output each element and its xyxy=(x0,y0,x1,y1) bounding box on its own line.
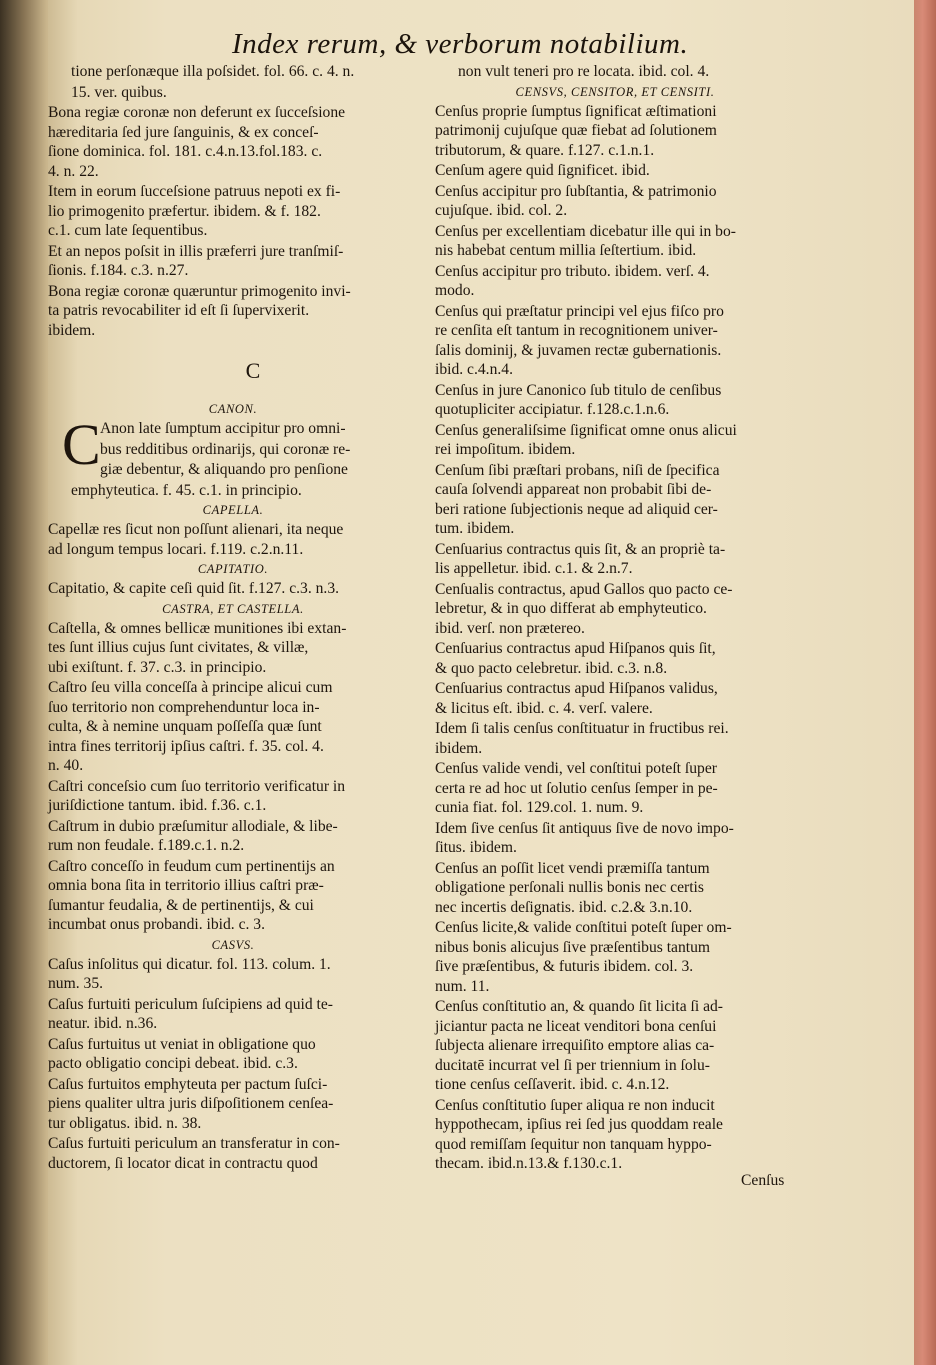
entry-line: ibidem. xyxy=(48,321,96,339)
entry-line: rum non feudale. f.189.c.1. n.2. xyxy=(48,837,245,854)
entry-first-line: Cenſus qui præſtatur principi vel ejus fiſco pro xyxy=(435,302,724,320)
entry-line: n. 40. xyxy=(48,757,84,774)
entry-line: num. 35. xyxy=(48,975,104,992)
entry-line: rei impoſitum. ibidem. xyxy=(435,441,576,458)
entry-line: obligatione perſonali nullis bonis nec certis xyxy=(435,879,704,896)
entry-line: beri ratione ſubjectionis neque ad aliquid cer- xyxy=(435,500,718,518)
entry-line: ibidem. xyxy=(435,739,483,757)
page-header: Index rerum, & verborum notabilium. xyxy=(232,28,689,60)
index-entry xyxy=(48,520,418,559)
entry-first-line: Cenſus generaliſsime ſignificat omne onus alicui xyxy=(435,421,737,439)
entry-line: lis appelletur. ibid. c.1. & 2.n.7. xyxy=(435,560,633,577)
capella-entries xyxy=(48,520,418,559)
entry-line: ta patris revocabiliter id eſt ſi ſupervixerit. xyxy=(48,302,310,319)
entry-line: tributorum, & quare. f.127. c.1.n.1. xyxy=(435,141,655,159)
canon-tail: emphyteutica. f. 45. c.1. in principio. xyxy=(71,481,302,499)
entry-first-line: Cenſus proprie ſumptus ſignificat æſtimationi xyxy=(435,102,717,120)
census-heading: CENSVS, CENSITOR, ET CENSITI. xyxy=(515,84,715,99)
index-entry xyxy=(48,579,418,599)
index-entry xyxy=(435,302,795,380)
entry-line: quotupliciter accipiatur. f.128.c.1.n.6. xyxy=(435,401,670,418)
entry-line: ductorem, ſi locator dicat in contractu quod xyxy=(48,1154,318,1172)
entry-line: omnia bona ſita in territorio illius caſtri præ- xyxy=(48,877,324,894)
entry-first-line: Cenſus conſtitutio ſuper aliqua re non inducit xyxy=(435,1096,715,1114)
index-entry xyxy=(435,580,795,639)
entry-line: lio primogenito præfertur. ibidem. & f. 182. xyxy=(48,202,321,220)
index-entry xyxy=(435,102,795,161)
continuation-line: non vult teneri pro re locata. ibid. col. 4. xyxy=(458,63,710,80)
entry-line: lebretur, & in quo differat ab emphyteutico. xyxy=(435,600,707,617)
index-entry xyxy=(48,1134,418,1173)
entry-first-line: Caſus furtuiti periculum ſuſcipiens ad quid te- xyxy=(48,995,333,1013)
entry-line: neatur. ibid. n.36. xyxy=(48,1015,158,1032)
entry-line: ſionis. f.184. c.3. n.27. xyxy=(48,262,189,279)
index-entry xyxy=(435,540,795,579)
castra-entries xyxy=(48,619,418,935)
index-entry xyxy=(435,381,795,420)
entry-line: nec incertis deſignatis. ibid. c.2.& 3.n.10. xyxy=(435,898,693,916)
entry-first-line: Cenſus in jure Canonico ſub titulo de cenſibus xyxy=(435,381,722,399)
entry-first-line: Caſtro conceſſo in feudum cum pertinentijs an xyxy=(48,857,335,875)
entry-line: ſione dominica. fol. 181. c.4.n.13.fol.183. c. xyxy=(48,143,323,160)
entry-line: num. 11. xyxy=(435,977,490,995)
entry-first-line: Bona regiæ coronæ non deferunt ex ſucceſsione xyxy=(48,104,346,121)
entry-first-line: Cenſus per excellentiam dicebatur ille qui in bo- xyxy=(435,222,736,240)
capella-heading: CAPELLA. xyxy=(202,503,264,517)
entry-first-line: Caſus furtuitos emphyteuta per pactum ſuſci- xyxy=(48,1075,328,1093)
continuation-line: tione perſonæque illa poſsidet. fol. 66. c. 4. n. xyxy=(71,63,355,80)
entry-first-line: Cenſus valide vendi, vel conſtitui poteſt ſuper xyxy=(435,760,717,777)
index-entry xyxy=(435,182,795,221)
index-entry xyxy=(48,282,418,341)
index-entry xyxy=(435,222,795,261)
entry-first-line: Et an nepos poſsit in illis præferri jure tranſmiſ- xyxy=(48,242,344,260)
entry-first-line: Cenſuarius contractus quis ſit, & an propriè ta- xyxy=(435,540,726,558)
index-entry xyxy=(435,679,795,718)
index-entry xyxy=(48,817,418,856)
index-entry xyxy=(435,461,795,539)
catchword: Cenſus xyxy=(741,1172,785,1189)
entry-line: & licitus eſt. ibid. c. 4. verſ. valere. xyxy=(435,699,653,717)
entry-line: ibid. verſ. non prætereo. xyxy=(435,619,585,637)
entry-first-line: Bona regiæ coronæ quæruntur primogenito invi- xyxy=(48,282,351,300)
entry-line: patrimonij cujuſque quæ fiebat ad ſolutionem xyxy=(435,122,717,139)
entry-line: intra fines territorij ipſius caſtri. f. 35. col. 4. xyxy=(48,737,324,755)
entry-line: & quo pacto celebretur. ibid. c.3. n.8. xyxy=(435,659,668,677)
entry-line: pacto obligatio concipi debeat. ibid. c.3. xyxy=(48,1055,298,1072)
entry-line: piens qualiter ultra juris diſpoſitionem cenſea- xyxy=(48,1095,334,1112)
entry-first-line: Cenſum agere quid ſignificet. ibid. xyxy=(435,162,650,179)
index-entry xyxy=(435,759,795,818)
entry-line: modo. xyxy=(435,282,475,299)
left-column xyxy=(48,62,418,1174)
index-entry xyxy=(48,777,418,816)
entry-line: certa re ad hoc ut ſolutio cenſus ſemper in pe- xyxy=(435,779,718,797)
left-top-continuation xyxy=(48,62,418,102)
entry-line: jiciantur pacta ne liceat venditori bona cenſui xyxy=(435,1017,717,1035)
index-entry xyxy=(48,242,418,281)
entry-first-line: Idem ſive cenſus ſit antiquus ſive de novo impo- xyxy=(435,819,734,837)
canon-line: bus redditibus ordinarijs, qui coronæ re- xyxy=(100,440,351,458)
entry-line: c.1. cum late ſequentibus. xyxy=(48,222,208,239)
entry-first-line: Caſtrum in dubio præſumitur allodiale, & libe- xyxy=(48,817,338,835)
entry-line: cunia fiat. fol. 129.col. 1. num. 9. xyxy=(435,799,644,816)
index-entry xyxy=(48,619,418,678)
entry-first-line: Cenſum ſibi præſtari probans, niſi de ſpecifica xyxy=(435,461,720,479)
entry-line: culta, & à nemine unquam poſſeſſa quæ ſunt xyxy=(48,718,322,735)
entry-first-line: Idem ſi talis cenſus conſtituatur in fructibus rei. xyxy=(435,720,729,737)
capitatio-heading: CAPITATIO. xyxy=(197,562,269,576)
entry-line: re cenſita eſt tantum in recognitionem univer- xyxy=(435,322,718,339)
entry-first-line: Item in eorum ſucceſsione patruus nepoti ex fi- xyxy=(48,183,341,200)
entry-first-line: Caſtri conceſsio cum ſuo territorio verificatur in xyxy=(48,777,346,795)
right-column xyxy=(435,62,795,1175)
entry-line: ſitus. ibidem. xyxy=(435,839,517,856)
entry-first-line: Cenſualis contractus, apud Gallos quo pacto ce- xyxy=(435,580,733,598)
index-entry xyxy=(48,857,418,935)
index-entry xyxy=(48,955,418,994)
entry-line: ſalis dominij, & juvamen rectæ gubernationis. xyxy=(435,341,722,359)
entry-line: hyppothecam, ipſius rei ſed jus quoddam reale xyxy=(435,1116,723,1133)
entry-line: nis habebat centum millia ſeſtertium. ibid. xyxy=(435,242,697,259)
index-entry xyxy=(435,161,795,181)
entry-line: tes ſunt illius cujus ſunt civitates, & villæ, xyxy=(48,639,309,656)
canon-line: Anon late ſumptum accipitur pro omni- xyxy=(100,420,346,437)
index-entry xyxy=(435,639,795,678)
index-entry xyxy=(435,819,795,858)
entry-first-line: Capellæ res ſicut non poſſunt alienari, ita neque xyxy=(48,521,344,538)
entry-line: juriſdictione tantum. ibid. f.36. c.1. xyxy=(48,797,267,814)
casus-entries xyxy=(48,955,418,1174)
right-top-continuation xyxy=(435,62,795,82)
entry-line: ſumantur feudalia, & de pertinentijs, & cui xyxy=(48,896,314,914)
entry-first-line: Cenſus conſtitutio an, & quando ſit licita ſi ad- xyxy=(435,998,724,1015)
index-entry xyxy=(435,421,795,460)
section-letter: C xyxy=(245,358,261,383)
entry-line: ſive præſentibus, & futuris ibidem. col. 3. xyxy=(435,958,694,975)
entry-first-line: Caſtella, & omnes bellicæ munitiones ibi extan- xyxy=(48,619,347,637)
index-entry xyxy=(435,262,795,301)
entry-line: cauſa ſolvendi appareat non probabit ſibi de- xyxy=(435,481,712,498)
index-entry xyxy=(48,182,418,241)
entry-first-line: Cenſus an poſſit licet vendi præmiſſa tantum xyxy=(435,859,710,877)
entry-first-line: Cenſus accipitur pro tributo. ibidem. verſ. 4. xyxy=(435,262,710,280)
continuation-line: 15. ver. quibus. xyxy=(71,83,167,101)
entry-first-line: Cenſus accipitur pro ſubſtantia, & patrimonio xyxy=(435,182,717,200)
entry-first-line: Capitatio, & capite ceſi quid ſit. f.127. c.3. n.3. xyxy=(48,580,340,597)
index-entry xyxy=(435,997,795,1095)
entry-first-line: Cenſus licite,& valide conſtitui poteſt ſuper om- xyxy=(435,919,732,936)
index-entry xyxy=(48,1075,418,1134)
entry-line: thecam. ibid.n.13.& f.130.c.1. xyxy=(435,1155,623,1172)
capitatio-entries xyxy=(48,579,418,599)
canon-line: giæ debentur, & aliquando pro penſione xyxy=(100,461,348,478)
entry-first-line: Caſus furtuitus ut veniat in obligatione quo xyxy=(48,1035,316,1053)
index-entry xyxy=(48,678,418,776)
entry-line: quod remiſſam ſequitur non tanquam hyppo- xyxy=(435,1135,712,1153)
census-entries xyxy=(435,102,795,1174)
entry-line: ſuo territorio non comprehenduntur loca in- xyxy=(48,698,320,716)
entry-line: ad longum tempus locari. f.119. c.2.n.11. xyxy=(48,540,304,558)
canon-entry xyxy=(48,412,418,500)
index-entry xyxy=(48,1035,418,1074)
entry-line: cujuſque. ibid. col. 2. xyxy=(435,202,568,219)
entry-line: nibus bonis alicujus ſive præſentibus tantum xyxy=(435,938,711,956)
entry-line: incumbat onus probandi. ibid. c. 3. xyxy=(48,916,265,933)
canon-heading: CANON. xyxy=(208,402,258,416)
entry-first-line: Caſus inſolitus qui dicatur. fol. 113. colum. 1. xyxy=(48,955,331,973)
index-entry xyxy=(435,859,795,918)
index-entry xyxy=(435,918,795,996)
casus-heading: CASVS. xyxy=(211,937,255,952)
entry-line: 4. n. 22. xyxy=(48,162,99,180)
castra-heading: CASTRA, ET CASTELLA. xyxy=(162,601,304,616)
bona-entries xyxy=(48,103,418,340)
entry-line: ibid. c.4.n.4. xyxy=(435,361,513,378)
index-entry xyxy=(48,995,418,1034)
entry-line: hæreditaria ſed jure ſanguinis, & ex conceſ- xyxy=(48,123,319,141)
entry-line: ubi exiſtunt. f. 37. c.3. in principio. xyxy=(48,658,267,676)
entry-line: tione cenſus ceſſaverit. ibid. c. 4.n.12. xyxy=(435,1076,670,1093)
entry-first-line: Cenſuarius contractus apud Hiſpanos validus, xyxy=(435,680,718,697)
index-entry xyxy=(435,719,795,758)
index-entry xyxy=(435,1096,795,1174)
entry-line: ſubjecta alienare irrequiſito emptore alias ca- xyxy=(435,1037,715,1054)
entry-first-line: Caſtro ſeu villa conceſſa à principe alicui cum xyxy=(48,679,333,696)
entry-line: ducitatē incurrat vel ſi per triennium in ſolu- xyxy=(435,1056,710,1074)
index-entry xyxy=(48,103,418,181)
entry-line: tur obligatus. ibid. n. 38. xyxy=(48,1114,202,1132)
entry-line: tum. ibidem. xyxy=(435,520,515,537)
entry-first-line: Caſus furtuiti periculum an transferatur in con- xyxy=(48,1135,340,1152)
entry-first-line: Cenſuarius contractus apud Hiſpanos quis ſit, xyxy=(435,640,716,657)
page-edge xyxy=(914,0,936,1365)
drop-capital: C xyxy=(62,412,101,477)
